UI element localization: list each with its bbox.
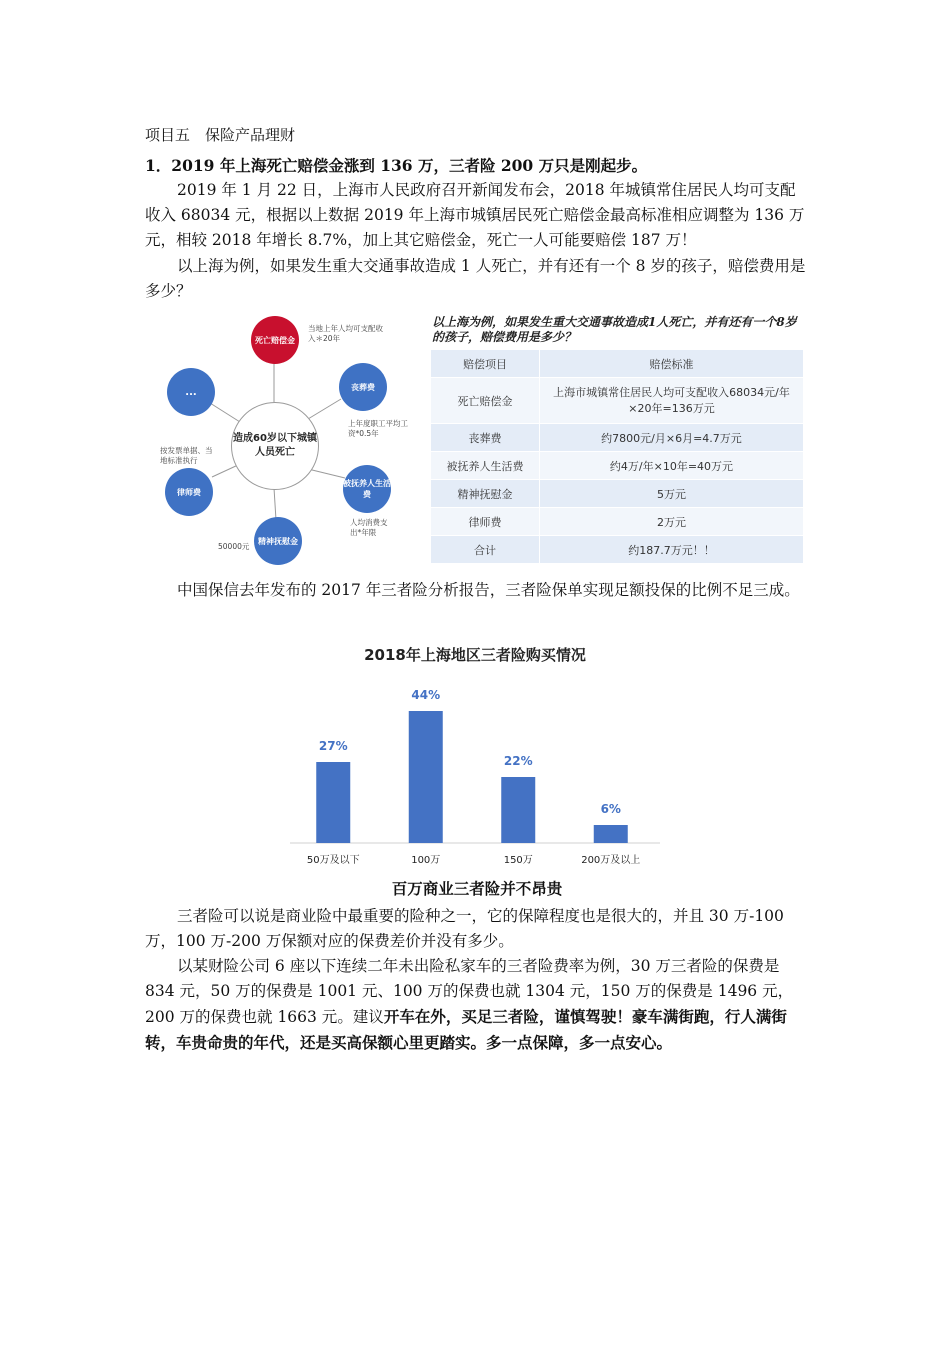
lawyer-fee-node: 律师费 — [165, 468, 213, 516]
lawyer-note: 按发票单据、当地标准执行 — [160, 446, 213, 465]
x-tick-label: 150万 — [503, 855, 533, 866]
mental-comfort-node: 精神抚慰金 — [254, 517, 302, 565]
x-tick-label: 100万 — [411, 855, 441, 866]
table-title: 以上海为例，如果发生重大交通事故造成1人死亡，并有还有一个8岁的孩子，赔偿费用是多少？ — [432, 315, 797, 344]
table-cell: 丧葬费 — [431, 424, 540, 452]
table-row — [431, 424, 804, 452]
support-note: 人均消费支出*年限 — [350, 518, 388, 537]
paragraph-2: 以上海为例，如果发生重大交通事故造成 1 人死亡，并有还有一个 8 岁的孩子，赔偿费用是多少？ — [145, 257, 806, 300]
bar — [501, 777, 535, 843]
table-cell: 合计 — [431, 536, 540, 564]
compensation-diagram — [158, 315, 420, 565]
data-label: 27% — [318, 739, 348, 753]
table-cell: 5万元 — [540, 480, 804, 508]
table-cell: 精神抚慰金 — [431, 480, 540, 508]
bar — [409, 711, 443, 843]
spirit-note: 50000元 — [218, 542, 250, 551]
compensation-table — [430, 349, 804, 564]
data-label: 6% — [600, 802, 621, 816]
data-label: 22% — [503, 754, 533, 768]
table-cell: 约4万/年×10年=40万元 — [540, 452, 804, 480]
paragraph-5-emphasis: 开车在外，买足三者险，谨慎驾驶！豪车满街跑，行人满街转，车贵命贵的年代，还是买高保额心里更踏实。多一点保障，多一点安心。 — [145, 1007, 787, 1052]
funeral-note: 上年度职工平均工资*0.5年 — [348, 419, 408, 438]
x-tick-label: 50万及以下 — [306, 855, 360, 866]
table-cell: 死亡赔偿金 — [431, 378, 540, 424]
table-cell: 被抚养人生活费 — [431, 452, 540, 480]
center-node: 造成60岁以下城镇人员死亡 — [231, 402, 319, 490]
table-cell: 上海市城镇常住居民人均可支配收入68034元/年×20年=136万元 — [540, 378, 804, 424]
table-header-row — [431, 350, 804, 378]
other-items-node: ... — [167, 368, 215, 416]
funeral-expense-node: 丧葬费 — [339, 363, 387, 411]
table-cell: 约7800元/月×6月=4.7万元 — [540, 424, 804, 452]
bar — [594, 825, 628, 843]
table-row — [431, 536, 804, 564]
purchase-chart — [290, 640, 660, 872]
table-cell: 2万元 — [540, 508, 804, 536]
paragraph-4: 三者险可以说是商业险中最重要的险种之一，它的保障程度也是很大的，并且 30 万-100 万，100 万-200 万保额对应的保费差价并没有多少。 — [145, 907, 784, 950]
table-cell: 约187.7万元！！ — [540, 536, 804, 564]
chart-title: 2018年上海地区三者险购买情况 — [364, 646, 586, 664]
bar — [316, 762, 350, 843]
table-header-cell: 赔偿标准 — [540, 350, 804, 378]
dependent-support-node: 被抚养人生活费 — [343, 465, 391, 513]
table-row — [431, 480, 804, 508]
section-header: 项目五 保险产品理财 — [145, 126, 296, 144]
compensation-table-block — [430, 315, 806, 564]
paragraph-1: 2019 年 1 月 22 日，上海市人民政府召开新闻发布会，2018 年城镇常住居民人均可支配收入 68034 元，根据以上数据 2019 年上海市城镇居民死亡赔偿金最高标准相应调整为 136 万元，相较 2018 年增长 8.7%，加上其它赔偿金，死亡一人可能要赔偿 187 万！ — [145, 181, 805, 249]
paragraph-5 — [145, 954, 809, 1056]
x-tick-label: 200万及以上 — [581, 855, 641, 866]
table-row — [431, 452, 804, 480]
chart-caption: 百万商业三者险并不昂贵 — [391, 879, 563, 898]
table-cell: 律师费 — [431, 508, 540, 536]
paragraph-3: 中国保信去年发布的 2017 年三者险分析报告，三者险保单实现足额投保的比例不足三成。 — [177, 581, 800, 599]
table-row — [431, 508, 804, 536]
data-label: 44% — [411, 688, 441, 702]
table-header-cell: 赔偿项目 — [431, 350, 540, 378]
article-heading: 1．2019 年上海死亡赔偿金涨到 136 万，三者险 200 万只是刚起步。 — [145, 156, 648, 175]
death-compensation-node: 死亡赔偿金 — [251, 316, 299, 364]
paragraph-5-text: 以某财险公司 6 座以下连续二年未出险私家车的三者险费率为例，30 万三者险的保费是 834 元，50 万的保费是 1001 元、100 万的保费也就 1304 元，150 万的保费是 1496 元，200 万的保费也就 1663 元。建议 — [145, 957, 794, 1026]
death-note: 当地上年人均可支配收入＊20年 — [308, 324, 383, 343]
table-row — [431, 378, 804, 424]
chart-plot — [290, 640, 660, 872]
